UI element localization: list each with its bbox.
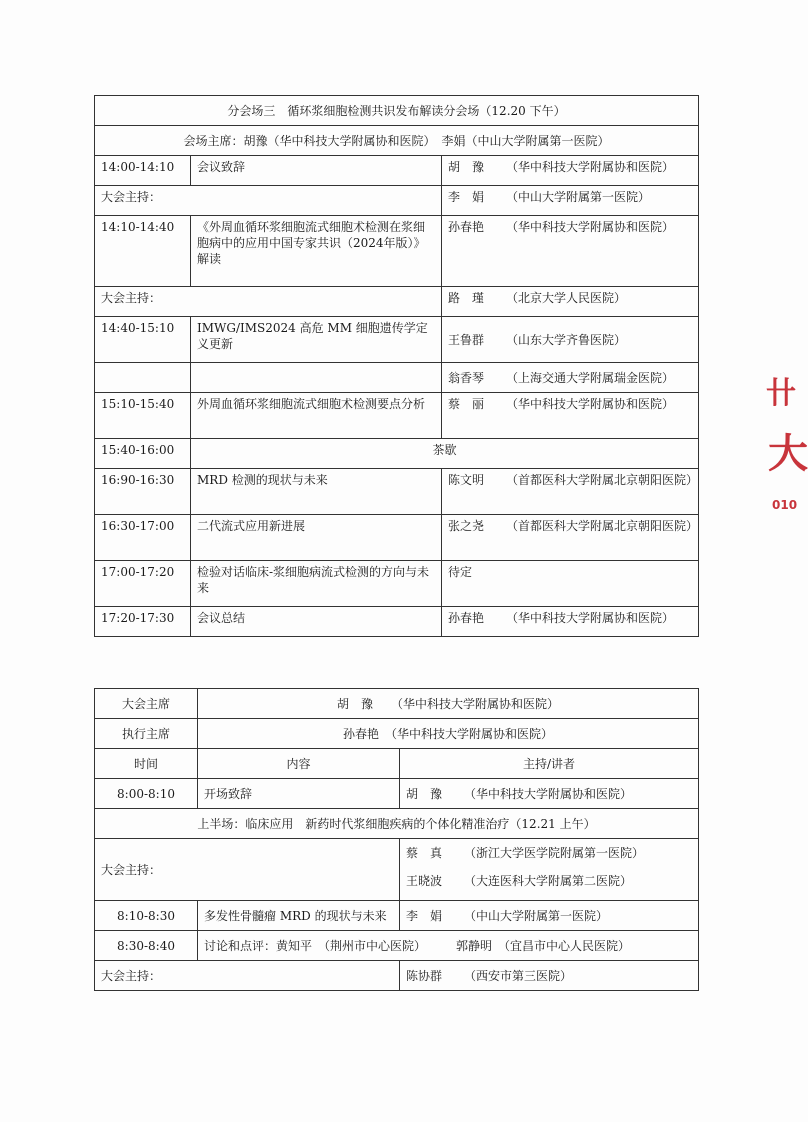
speaker-cell <box>442 561 699 607</box>
speaker-name: 胡 豫 <box>448 160 485 174</box>
host-label: 大会主持： <box>95 287 442 317</box>
speaker-cell <box>442 363 699 393</box>
host-name: 王晓波 <box>406 874 443 888</box>
speaker-org: （华中科技大学附属协和医院） <box>506 160 675 174</box>
speaker-org: （首都医科大学附属北京朝阳医院） <box>506 519 699 533</box>
speaker-name: 翁香琴 <box>448 370 485 385</box>
host-org: （西安市第三医院） <box>464 968 573 983</box>
header-time: 时间 <box>95 749 198 779</box>
host-cell <box>442 186 699 216</box>
time-cell: 16:90-16:30 <box>95 469 191 515</box>
speaker-cell <box>442 317 699 363</box>
speaker-org: （华中科技大学附属协和医院） <box>464 786 633 801</box>
header-host: 主持/讲者 <box>400 749 699 779</box>
speaker-cell <box>400 901 699 931</box>
speaker-cell <box>442 469 699 515</box>
speaker-cell <box>442 393 699 439</box>
host-org: （中山大学附属第一医院） <box>506 190 651 204</box>
topic-cell: MRD 检测的现状与未来 <box>191 469 442 515</box>
speaker-name: 孙春艳 <box>448 220 485 234</box>
header-content: 内容 <box>198 749 400 779</box>
topic-cell: 检验对话临床-浆细胞病流式检测的方向与未来 <box>191 561 442 607</box>
speaker-org: （上海交通大学附属瑞金医院） <box>506 370 675 385</box>
topic-cell: 开场致辞 <box>198 779 400 809</box>
time-cell: 14:10-14:40 <box>95 216 191 287</box>
host-label: 大会主持： <box>95 186 442 216</box>
host-cell <box>442 287 699 317</box>
topic-cell: IMWG/IMS2024 高危 MM 细胞遗传学定义更新 <box>191 317 442 363</box>
speaker-cell <box>400 779 699 809</box>
host-name: 李 娟 <box>448 190 485 204</box>
speaker-name: 胡 豫 <box>406 786 443 801</box>
discussion-cell: 讨论和点评：黄知平 （荆州市中心医院） 郭静明 （宜昌市中心人民医院） <box>198 931 699 961</box>
time-cell: 8:30-8:40 <box>95 931 198 961</box>
host-org: （大连医科大学附属第二医院） <box>464 874 633 888</box>
speaker-name: 李 娟 <box>406 908 443 923</box>
red-seal-stamp <box>764 360 808 530</box>
speaker-org: （中山大学附属第一医院） <box>464 908 609 923</box>
host-label: 大会主持： <box>95 839 400 901</box>
speaker-org: （华中科技大学附属协和医院） <box>506 611 675 625</box>
time-cell: 16:30-17:00 <box>95 515 191 561</box>
speaker-name: 王鲁群 <box>448 332 485 347</box>
speaker-name: 陈文明 <box>448 473 485 487</box>
time-cell: 17:00-17:20 <box>95 561 191 607</box>
topic-cell: 外周血循环浆细胞流式细胞术检测要点分析 <box>191 393 442 439</box>
session-three-table <box>94 95 699 637</box>
speaker-org: （首都医科大学附属北京朝阳医院） <box>506 473 699 487</box>
session-title: 分会场三 循环浆细胞检测共识发布解读分会场（12.20 下午） <box>95 96 699 126</box>
host-name: 陈协群 <box>406 968 443 983</box>
speaker-org: （华中科技大学附属协和医院） <box>506 220 675 234</box>
time-cell: 15:10-15:40 <box>95 393 191 439</box>
time-cell <box>95 363 191 393</box>
section-title: 上半场：临床应用 新药时代浆细胞疾病的个体化精准治疗（12.21 上午） <box>95 809 699 839</box>
topic-cell: 多发性骨髓瘤 MRD 的现状与未来 <box>198 901 400 931</box>
topic-cell: 会议总结 <box>191 607 442 637</box>
host-cell <box>400 839 699 901</box>
speaker-name: 待定 <box>448 565 473 579</box>
host-name: 路 瑾 <box>448 291 485 305</box>
stamp-glyph: 卄 <box>766 376 796 411</box>
speaker-cell <box>442 216 699 287</box>
time-cell: 14:00-14:10 <box>95 156 191 186</box>
speaker-name: 蔡 丽 <box>448 397 485 411</box>
speaker-name: 孙春艳 <box>448 611 485 625</box>
time-cell: 15:40-16:00 <box>95 439 191 469</box>
host-cell <box>400 961 699 991</box>
topic-cell: 会议致辞 <box>191 156 442 186</box>
session-chairs: 会场主席：胡豫（华中科技大学附属协和医院） 李娟（中山大学附属第一医院） <box>95 126 699 156</box>
stamp-glyph: 大 <box>768 431 808 477</box>
exec-chair-label: 执行主席 <box>95 719 198 749</box>
host-label: 大会主持： <box>95 961 400 991</box>
time-cell: 17:20-17:30 <box>95 607 191 637</box>
morning-session-table <box>94 688 699 991</box>
topic-cell <box>191 363 442 393</box>
host-org: （北京大学人民医院） <box>506 291 627 305</box>
speaker-cell <box>442 515 699 561</box>
host-org: （浙江大学医学院附属第一医院） <box>464 846 645 860</box>
speaker-org: （山东大学齐鲁医院） <box>506 332 627 347</box>
exec-chair-value: 孙春艳 （华中科技大学附属协和医院） <box>198 719 699 749</box>
chair-label: 大会主席 <box>95 689 198 719</box>
speaker-cell <box>442 607 699 637</box>
time-cell: 14:40-15:10 <box>95 317 191 363</box>
topic-cell: 《外周血循环浆细胞流式细胞术检测在浆细胞病中的应用中国专家共识（2024年版）》解读 <box>191 216 442 287</box>
chair-value: 胡 豫 （华中科技大学附属协和医院） <box>198 689 699 719</box>
tea-break: 茶歇 <box>191 439 699 469</box>
time-cell: 8:10-8:30 <box>95 901 198 931</box>
speaker-name: 张之尧 <box>448 519 485 533</box>
speaker-cell <box>442 156 699 186</box>
speaker-org: （华中科技大学附属协和医院） <box>506 397 675 411</box>
host-name: 蔡 真 <box>406 846 443 860</box>
stamp-glyph: 010 <box>772 498 798 512</box>
time-cell: 8:00-8:10 <box>95 779 198 809</box>
topic-cell: 二代流式应用新进展 <box>191 515 442 561</box>
